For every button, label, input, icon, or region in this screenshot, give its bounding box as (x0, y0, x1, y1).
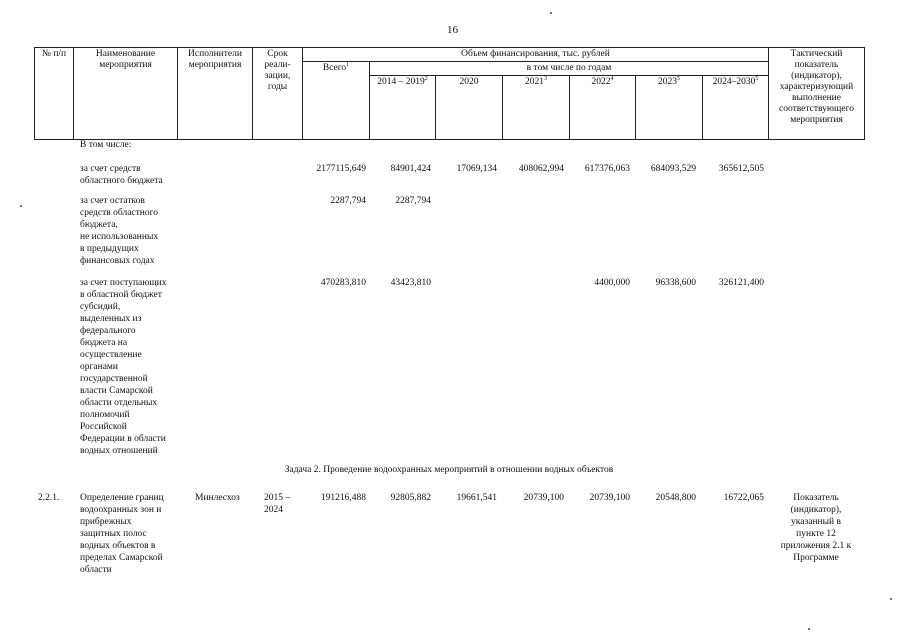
header-col-total: Всего$^1$ (303, 62, 370, 140)
page-number: 16 (447, 24, 458, 36)
scan-speck (890, 598, 892, 600)
item-y5: 20548,800 (655, 493, 696, 503)
header-col-term: Срок реали-зации, годы (253, 48, 303, 140)
item-executor: Минлесхоз (195, 493, 240, 503)
row-y1: 84901,424 (390, 164, 431, 174)
scan-speck (20, 205, 22, 207)
item-y4: 20739,100 (589, 493, 630, 503)
row-y5: 684093,529 (650, 164, 696, 174)
header-col-by-years: в том числе по годам (370, 62, 769, 76)
row-y6: 326121,400 (718, 278, 764, 288)
row-y4: 617376,063 (584, 164, 630, 174)
table-header (34, 47, 865, 140)
including-label: В том числе: (80, 140, 132, 150)
header-col-num: № п/п (35, 48, 74, 140)
header-year-2020: 2020 (436, 76, 503, 140)
header-year-2014-2019: 2014 – 2019$^2$ (370, 76, 436, 140)
header-year-2023: 2023$^5$ (636, 76, 703, 140)
header-year-2022: 2022$^4$ (570, 76, 636, 140)
item-y2: 19661,541 (456, 493, 497, 503)
item-y1: 92805,882 (390, 493, 431, 503)
item-name: Определение границ водоохранных зон и прибрежных защитных полос водных объектов в пределах Самарской области (80, 493, 164, 575)
row-name: за счет средств областного бюджета (80, 164, 163, 186)
row-total: 470283,810 (320, 278, 366, 288)
row-total: 2287,794 (330, 196, 366, 206)
row-y2: 17069,134 (456, 164, 497, 174)
row-y5: 96338,600 (655, 278, 696, 288)
row-y1: 2287,794 (395, 196, 431, 206)
item-term: 2015 – 2024 (264, 493, 291, 515)
row-name: за счет поступающих в областной бюджет субсидий, выделенных из федерального бюджета на осуществление органами государственной власти Самарской области отдельных полномочий Российской Федерации в области водных отношений (80, 278, 167, 456)
item-y3: 20739,100 (523, 493, 564, 503)
header-year-2021: 2021$^3$ (503, 76, 570, 140)
scan-speck (550, 12, 552, 14)
item-total: 191216,488 (320, 493, 366, 503)
row-name: за счет остатков средств областного бюджета, не использованных в предыдущих финансовых годах (80, 196, 159, 266)
header-year-2024-2030: 2024–2030$^5$ (703, 76, 769, 140)
item-number: 2.2.1. (38, 493, 60, 503)
header-col-name: Наименование мероприятия (74, 48, 178, 140)
scan-speck (808, 628, 810, 630)
header-col-executors: Исполнители мероприятия (178, 48, 253, 140)
row-y3: 408062,994 (518, 164, 564, 174)
header-col-funding: Объем финансирования, тыс. рублей (303, 48, 769, 62)
header-col-indicator: Тактический показатель (индикатор), характеризующий выполнение соответствующего мероприятия (769, 48, 865, 140)
task-title: Задача 2. Проведение водоохранных мероприятий в отношении водных объектов (284, 465, 614, 475)
row-y1: 43423,810 (390, 278, 431, 288)
row-total: 2177115,649 (316, 164, 366, 174)
row-y4: 4400,000 (594, 278, 630, 288)
item-y6: 16722,065 (723, 493, 764, 503)
item-indicator: Показатель (индикатор), указанный в пункте 12 приложения 2.1 к Программе (780, 493, 852, 563)
row-y6: 365612,505 (718, 164, 764, 174)
